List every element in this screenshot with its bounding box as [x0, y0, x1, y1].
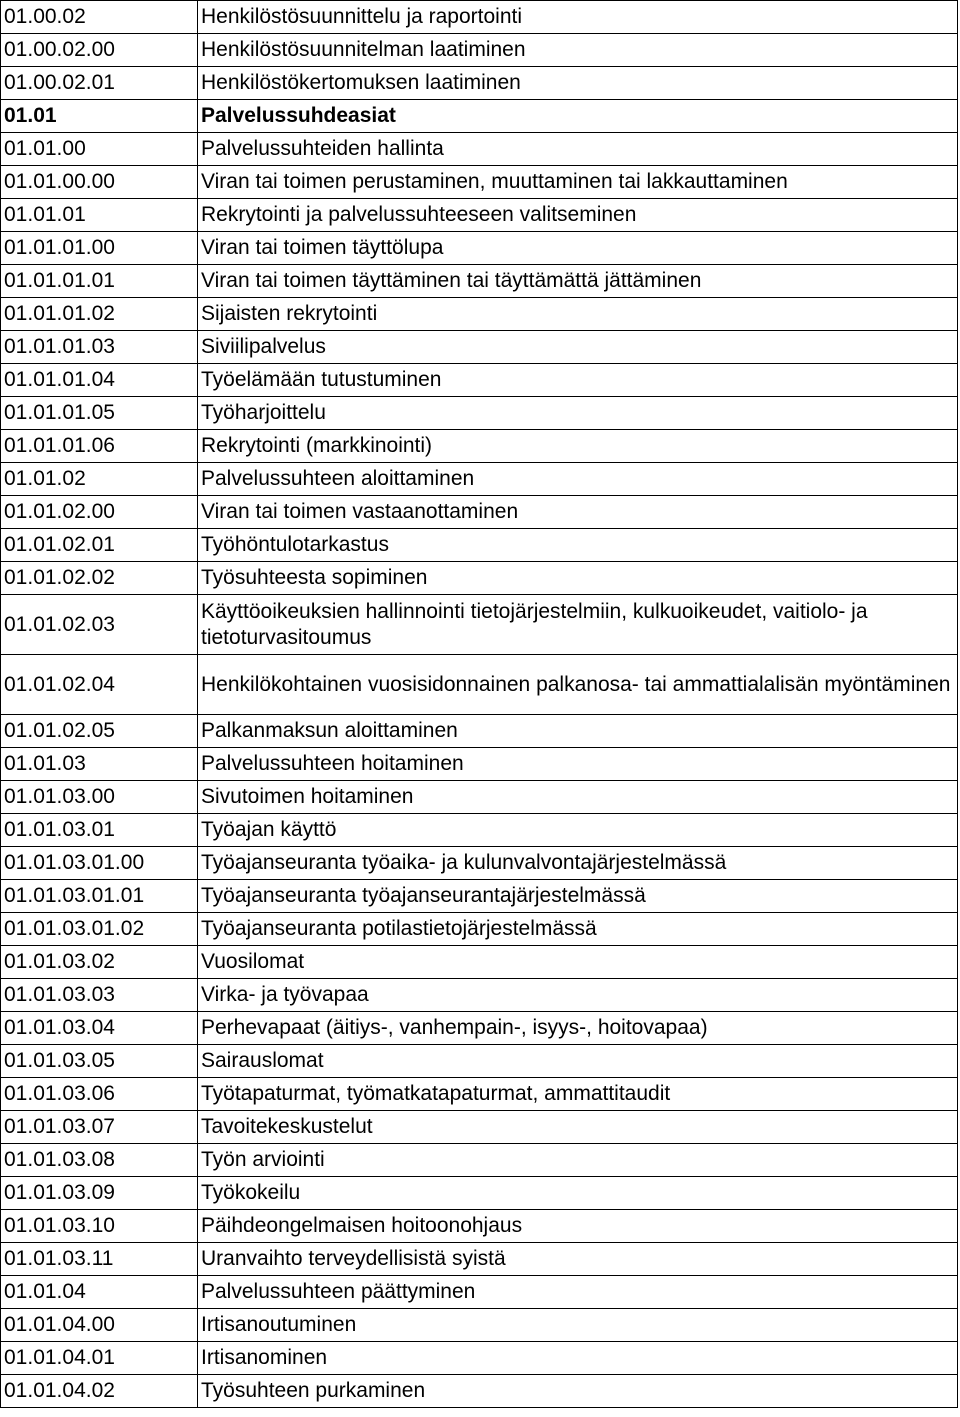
row-code: 01.01.03.01: [1, 814, 198, 847]
row-title: Viran tai toimen vastaanottaminen: [198, 496, 958, 529]
row-code: 01.01.01.03: [1, 331, 198, 364]
table-row: [1, 364, 958, 397]
table-row: [1, 1111, 958, 1144]
table-row: [1, 265, 958, 298]
row-title: Irtisanoutuminen: [198, 1309, 958, 1342]
row-code: 01.01.02.04: [1, 655, 198, 715]
row-title: Henkilöstösuunnittelu ja raportointi: [198, 1, 958, 34]
row-code: 01.01.04.01: [1, 1342, 198, 1375]
row-title: Palvelussuhteen hoitaminen: [198, 748, 958, 781]
row-code: 01.01.01.04: [1, 364, 198, 397]
row-code: 01.01.03.07: [1, 1111, 198, 1144]
row-code: 01.01.03.01.00: [1, 847, 198, 880]
row-code: 01.01.04.00: [1, 1309, 198, 1342]
row-code: 01.00.02: [1, 1, 198, 34]
table-row: [1, 1276, 958, 1309]
table-row: [1, 496, 958, 529]
row-title: Viran tai toimen täyttäminen tai täyttämättä jättäminen: [198, 265, 958, 298]
row-code: 01.01.02.03: [1, 595, 198, 655]
row-title: Siviilipalvelus: [198, 331, 958, 364]
row-code: 01.01.03.00: [1, 781, 198, 814]
table-row: [1, 1375, 958, 1408]
table-row: [1, 331, 958, 364]
table-row: [1, 1309, 958, 1342]
table-row: [1, 1045, 958, 1078]
row-code: 01.01.03.04: [1, 1012, 198, 1045]
row-title: Palvelussuhteen päättyminen: [198, 1276, 958, 1309]
table-row: [1, 781, 958, 814]
row-title: Palkanmaksun aloittaminen: [198, 715, 958, 748]
row-title: Vuosilomat: [198, 946, 958, 979]
row-title: Työkokeilu: [198, 1177, 958, 1210]
row-title: Viran tai toimen perustaminen, muuttaminen tai lakkauttaminen: [198, 166, 958, 199]
row-title: Päihdeongelmaisen hoitoonohjaus: [198, 1210, 958, 1243]
row-title: Virka- ja työvapaa: [198, 979, 958, 1012]
row-title: Työsuhteen purkaminen: [198, 1375, 958, 1408]
table-row: [1, 562, 958, 595]
row-title: Työtapaturmat, työmatkatapaturmat, ammattitaudit: [198, 1078, 958, 1111]
row-code: 01.01.02.02: [1, 562, 198, 595]
row-code: 01.01.03.02: [1, 946, 198, 979]
table-row: [1, 529, 958, 562]
row-title: Työharjoittelu: [198, 397, 958, 430]
row-code: 01.01.02.01: [1, 529, 198, 562]
row-code: 01.01.02: [1, 463, 198, 496]
table-row: [1, 166, 958, 199]
row-code: 01.01.01.01: [1, 265, 198, 298]
table-row: [1, 463, 958, 496]
table-row: [1, 298, 958, 331]
row-code: 01.01.03.01.01: [1, 880, 198, 913]
row-title: Työsuhteesta sopiminen: [198, 562, 958, 595]
row-title: Käyttöoikeuksien hallinnointi tietojärjestelmiin, kulkuoikeudet, vaitiolo- ja tietoturvasitoumus: [198, 595, 958, 655]
row-code: 01.01.03.05: [1, 1045, 198, 1078]
table-row: [1, 1210, 958, 1243]
row-code: 01.01.01.05: [1, 397, 198, 430]
row-title: Työajanseuranta työaika- ja kulunvalvontajärjestelmässä: [198, 847, 958, 880]
table-row: [1, 430, 958, 463]
row-code: 01.00.02.01: [1, 67, 198, 100]
table-row: [1, 979, 958, 1012]
table-row: [1, 1342, 958, 1375]
table-row: [1, 655, 958, 715]
table-row: [1, 34, 958, 67]
row-code: 01.01.04.02: [1, 1375, 198, 1408]
row-title: Perhevapaat (äitiys-, vanhempain-, isyys-, hoitovapaa): [198, 1012, 958, 1045]
table-row: [1, 232, 958, 265]
row-title: Työajanseuranta potilastietojärjestelmässä: [198, 913, 958, 946]
table-row: [1, 748, 958, 781]
table-row: [1, 1177, 958, 1210]
row-code: 01.01.03.01.02: [1, 913, 198, 946]
row-code: 01.01.03.08: [1, 1144, 198, 1177]
row-code: 01.01.03.11: [1, 1243, 198, 1276]
table-row: [1, 913, 958, 946]
row-title: Työn arviointi: [198, 1144, 958, 1177]
row-title: Uranvaihto terveydellisistä syistä: [198, 1243, 958, 1276]
row-title: Viran tai toimen täyttölupa: [198, 232, 958, 265]
table-row: [1, 1144, 958, 1177]
row-title: Palvelussuhteiden hallinta: [198, 133, 958, 166]
row-code: 01.01.03: [1, 748, 198, 781]
table-row: [1, 1078, 958, 1111]
row-code: 01.01.04: [1, 1276, 198, 1309]
row-code: 01.01.00: [1, 133, 198, 166]
table-row: [1, 715, 958, 748]
row-code: 01.00.02.00: [1, 34, 198, 67]
table-row: [1, 946, 958, 979]
row-title: Rekrytointi ja palvelussuhteeseen valitseminen: [198, 199, 958, 232]
row-code: 01.01.01.02: [1, 298, 198, 331]
row-code: 01.01: [1, 100, 198, 133]
row-title: Työhöntulotarkastus: [198, 529, 958, 562]
row-title: Työelämään tutustuminen: [198, 364, 958, 397]
row-title: Henkilöstösuunnitelman laatiminen: [198, 34, 958, 67]
table-row: [1, 100, 958, 133]
row-title: Henkilökohtainen vuosisidonnainen palkanosa- tai ammattialalisän myöntäminen: [198, 655, 958, 715]
table-row: [1, 1243, 958, 1276]
table-row: [1, 880, 958, 913]
table-row: [1, 1012, 958, 1045]
table-row: [1, 595, 958, 655]
table-row: [1, 199, 958, 232]
table-row: [1, 397, 958, 430]
row-code: 01.01.01: [1, 199, 198, 232]
row-title: Sivutoimen hoitaminen: [198, 781, 958, 814]
table-row: [1, 1, 958, 34]
row-title: Työajan käyttö: [198, 814, 958, 847]
row-code: 01.01.00.00: [1, 166, 198, 199]
row-title: Työajanseuranta työajanseurantajärjestelmässä: [198, 880, 958, 913]
table-row: [1, 814, 958, 847]
row-title: Sijaisten rekrytointi: [198, 298, 958, 331]
row-code: 01.01.03.03: [1, 979, 198, 1012]
row-title: Palvelussuhdeasiat: [198, 100, 958, 133]
row-code: 01.01.02.05: [1, 715, 198, 748]
table-body: [1, 1, 958, 1408]
row-title: Rekrytointi (markkinointi): [198, 430, 958, 463]
row-title: Sairauslomat: [198, 1045, 958, 1078]
row-title: Tavoitekeskustelut: [198, 1111, 958, 1144]
row-title: Henkilöstökertomuksen laatiminen: [198, 67, 958, 100]
table-row: [1, 67, 958, 100]
row-code: 01.01.03.06: [1, 1078, 198, 1111]
row-code: 01.01.03.09: [1, 1177, 198, 1210]
row-title: Palvelussuhteen aloittaminen: [198, 463, 958, 496]
row-code: 01.01.01.00: [1, 232, 198, 265]
row-code: 01.01.03.10: [1, 1210, 198, 1243]
row-code: 01.01.01.06: [1, 430, 198, 463]
table-row: [1, 133, 958, 166]
row-title: Irtisanominen: [198, 1342, 958, 1375]
row-code: 01.01.02.00: [1, 496, 198, 529]
table-row: [1, 847, 958, 880]
